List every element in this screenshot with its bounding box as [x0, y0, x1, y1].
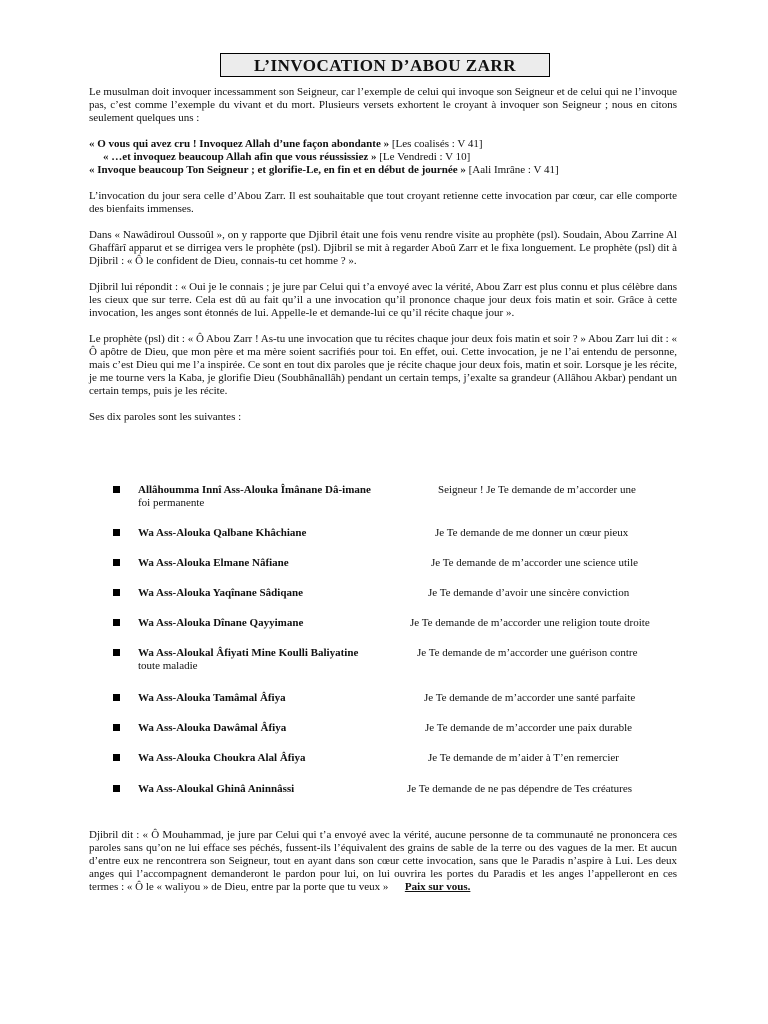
item-translation: Je Te demande de m’aider à T’en remercier — [428, 752, 619, 764]
verse-1 — [89, 138, 677, 151]
item-arabic: Wa Ass-Alouka Dînane Qayyimane — [138, 617, 304, 629]
square-bullet-icon — [113, 694, 120, 701]
item-arabic: Wa Ass-Alouka Qalbane Khâchiane — [138, 527, 307, 539]
paragraph-djibril-reponse: Djibril lui répondit : « Oui je le connais ; je jure par Celui qui t’a envoyé avec la vérité, Abou Zarr est plus connu et plus célèbre dans les cieux que sur terre. Cela est dû au fait qu’il a une invocation qu’il prononce chaque jour deux fois matin et soir. Grâce à cette invocation, les anges sont étonnés de lui. Appelle-le et demande-lui ce qu’il récite chaque jour ». — [89, 281, 677, 319]
item-arabic: Wa Ass-Aloukal Ghinâ Aninnâssi — [138, 783, 295, 795]
square-bullet-icon — [113, 754, 120, 761]
square-bullet-icon — [113, 559, 120, 566]
page-title: L’INVOCATION D’ABOU ZARR — [220, 53, 550, 77]
square-bullet-icon — [113, 724, 120, 731]
item-arabic: Wa Ass-Alouka Yaqînane Sâdiqane — [138, 587, 303, 599]
square-bullet-icon — [113, 486, 120, 493]
intro-paragraph: Le musulman doit invoquer incessamment son Seigneur, car l’exemple de celui qui invoque son Seigneur et de celui qui ne l’invoque pas, c’est comme l’exemple du vivant et du mort. Plusieurs versets exhortent le croyant à invoquer son Seigneur ; nous en citons seulement quelques uns : — [89, 86, 677, 124]
item-arabic: Wa Ass-Alouka Tamâmal Âfiya — [138, 692, 286, 704]
verse-quote: « O vous qui avez cru ! Invoquez Allah d’une façon abondante » — [89, 138, 390, 150]
item-translation: Je Te demande de m’accorder une santé parfaite — [424, 692, 636, 704]
closing-salutation: Paix sur vous. — [404, 881, 471, 893]
closing-paragraph — [89, 829, 677, 894]
item-translation-continued: toute maladie — [138, 660, 198, 672]
square-bullet-icon — [113, 785, 120, 792]
item-arabic: Allâhoumma Innî Ass-Alouka Îmânane Dâ-imane — [138, 484, 371, 496]
paragraph-invocation-du-jour: L’invocation du jour sera celle d’Abou Zarr. Il est souhaitable que tout croyant retienne cette invocation par cœur, car elle comporte des bienfaits immenses. — [89, 190, 677, 215]
square-bullet-icon — [113, 619, 120, 626]
item-translation: Je Te demande de ne pas dépendre de Tes créatures — [407, 783, 632, 795]
document-body — [89, 86, 677, 424]
square-bullet-icon — [113, 649, 120, 656]
item-translation: Je Te demande de m’accorder une science utile — [431, 557, 639, 569]
item-arabic: Wa Ass-Alouka Elmane Nâfiane — [138, 557, 289, 569]
verse-reference: [Aali Imrâne : V 41] — [465, 164, 559, 176]
verse-reference: [Le Vendredi : V 10] — [376, 151, 471, 163]
verse-quote: « …et invoquez beaucoup Allah afin que vous réussissiez » — [103, 151, 377, 163]
square-bullet-icon — [113, 589, 120, 596]
item-translation-continued: foi permanente — [138, 497, 205, 509]
item-translation: Je Te demande d’avoir une sincère conviction — [428, 587, 630, 599]
item-arabic: Wa Ass-Alouka Dawâmal Âfiya — [138, 722, 287, 734]
square-bullet-icon — [113, 529, 120, 536]
paragraph-prophete: Le prophète (psl) dit : « Ô Abou Zarr ! As-tu une invocation que tu récites chaque jour deux fois matin et soir ? » Abou Zarr lui dit : « Ô apôtre de Dieu, que mon père et ma mère soient sacrifiés pour toi. En effet, oui. Cette invocation, je ne l’ai entendu de personne, mais c’est Dieu qui me l’a inspirée. Ce sont en tout dix paroles que je récite chaque jour deux fois, matin et soir. Lorsque je les récite, je me tourne vers la Kaba, je glorifie Dieu (Soubhânallâh) pendant un certain temps, j’exalte sa grandeur (Allâhou Akbar) pendant un certain temps, puis je les récite. — [89, 333, 677, 397]
verse-2 — [89, 151, 677, 164]
item-translation: Je Te demande de m’accorder une religion toute droite — [410, 617, 650, 629]
paragraph-nawadiroul: Dans « Nawâdiroul Oussoûl », on y rapporte que Djibril était une fois venu rendre visite au prophète (psl). Soudain, Abou Zarrine Al Ghaffârî apparut et se dirrigea vers le prophète (psl). Djibril se mit à regarder Aboû Zarr et le fixa longuement. Le prophète (psl) dit à Djibril : « Ô le confident de Dieu, connais-tu cet homme ? ». — [89, 229, 677, 267]
item-arabic: Wa Ass-Aloukal Âfiyati Mine Koulli Baliyatine — [138, 647, 359, 659]
verse-3 — [89, 164, 677, 177]
item-translation: Je Te demande de m’accorder une guérison contre — [417, 647, 638, 659]
item-arabic: Wa Ass-Alouka Choukra Alal Âfiya — [138, 752, 306, 764]
closing-text: Djibril dit : « Ô Mouhammad, je jure par Celui qui t’a envoyé avec la vérité, aucune personne de ta communauté ne prononcera ces paroles sans qu’on ne lui efface ses péchés, fussent-ils l’équivalent des grains de sable de la terre ou des vagues de la mer. Et aucun d’entre eux ne rencontrera son Seigneur, tout en ayant dans son cœur cette invocation, sans que le Paradis n’aspire à Lui. Les deux anges qui l’accompagnent demanderont le pardon pour lui, on lui ouvrira les portes du Paradis et les anges l’appelleront en ces termes : « Ô le « waliyou » de Dieu, entre par la porte que tu veux » — [89, 829, 677, 893]
item-translation: Je Te demande de me donner un cœur pieux — [435, 527, 629, 539]
item-translation: Seigneur ! Je Te demande de m’accorder une — [438, 484, 636, 496]
verse-quote: « Invoque beaucoup Ton Seigneur ; et glorifie-Le, en fin et en début de journée » — [89, 164, 466, 176]
verse-reference: [Les coalisés : V 41] — [389, 138, 483, 150]
item-translation: Je Te demande de m’accorder une paix durable — [425, 722, 633, 734]
list-intro: Ses dix paroles sont les suivantes : — [89, 411, 242, 423]
